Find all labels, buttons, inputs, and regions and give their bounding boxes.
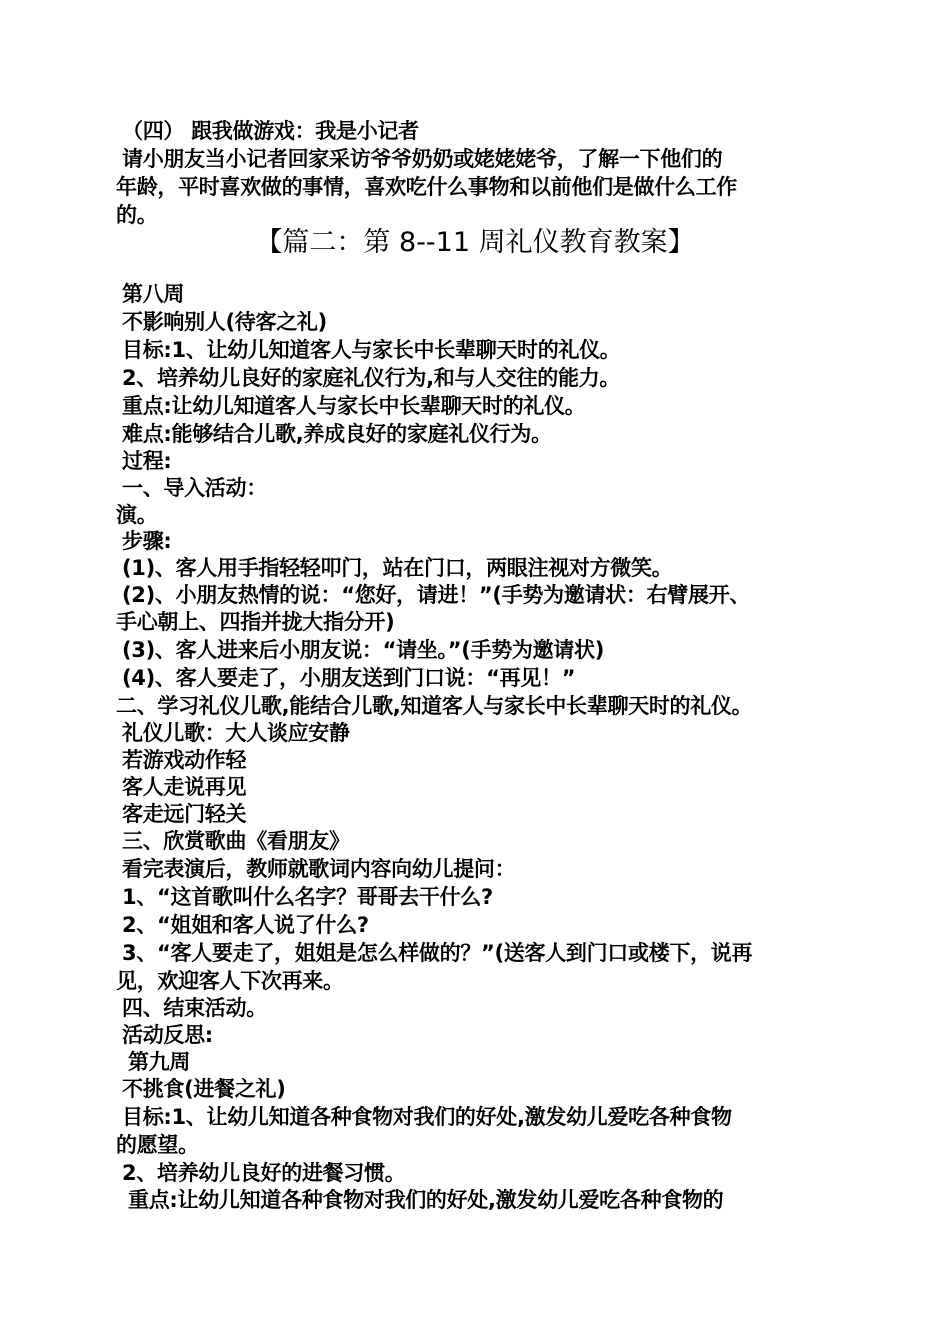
body-line-29: 第九周 [128,1050,191,1074]
body-line-22: 看完表演后，教师就歌词内容向幼儿提问： [122,857,516,881]
intro-line-3: 年龄，平时喜欢做的事情，喜欢吃什么事物和以前他们是做什么工作 [116,175,737,199]
body-line-27: 四、结束活动。 [122,996,267,1020]
body-line-8: 一、导入活动： [122,476,267,500]
body-line-15: (4)、客人要走了，小朋友送到门口说：“再见！” [122,666,576,690]
body-line-30: 不挑食(进餐之礼) [122,1077,286,1101]
body-line-5: 重点:让幼儿知道客人与家长中长辈聊天时的礼仪。 [122,394,586,418]
body-line-1: 第八周 [122,282,185,306]
body-line-13: 手心朝上、四指并拢大指分开) [116,610,395,634]
body-line-3: 目标:1、让幼儿知道客人与家长中长辈聊天时的礼仪。 [122,338,621,362]
body-line-10: 步骤: [122,529,172,553]
body-line-17: 礼仪儿歌：大人谈应安静 [122,721,350,745]
body-line-16: 二、学习礼仪儿歌,能结合儿歌,知道客人与家长中长辈聊天时的礼仪。 [116,694,753,718]
body-line-26: 见，欢迎客人下次再来。 [116,969,344,993]
body-line-7: 过程: [122,449,172,473]
body-line-28: 活动反思: [122,1023,213,1047]
body-line-34: 重点:让幼儿知道各种食物对我们的好处,激发幼儿爱吃各种食物的 [128,1188,724,1212]
body-line-14: (3)、客人进来后小朋友说：“请坐。”(手势为邀请状) [122,638,605,662]
body-line-19: 客人走说再见 [122,775,247,799]
body-line-23: 1、“这首歌叫什么名字？哥哥去干什么? [122,885,493,909]
body-line-25: 3、“客人要走了，姐姐是怎么样做的？”(送客人到门口或楼下，说再 [122,941,753,965]
intro-line-4: 的。 [116,203,158,227]
body-line-20: 客走远门轻关 [122,802,247,826]
body-line-33: 2、培养幼儿良好的进餐习惯。 [122,1161,406,1185]
intro-line-1: （四） 跟我做游戏：我是小记者 [122,119,419,143]
body-line-4: 2、培养幼儿良好的家庭礼仪行为,和与人交往的能力。 [122,366,621,390]
body-line-2: 不影响别人(待客之礼) [122,310,327,334]
body-line-12: (2)、小朋友热情的说：“您好，请进！”(手势为邀请状：右臂展开、 [122,583,751,607]
body-line-31: 目标:1、让幼儿知道各种食物对我们的好处,激发幼儿爱吃各种食物 [122,1105,732,1129]
section-title: 【篇二：第 8--11 周礼仪教育教案】 [255,227,695,258]
body-line-21: 三、欣赏歌曲《看朋友》 [122,829,350,853]
body-line-9: 演。 [116,503,158,527]
intro-line-2: 请小朋友当小记者回家采访爷爷奶奶或姥姥姥爷，了解一下他们的 [122,147,723,171]
body-line-24: 2、“姐姐和客人说了什么? [122,913,369,937]
body-line-32: 的愿望。 [116,1133,199,1157]
body-line-18: 若游戏动作轻 [122,748,247,772]
body-line-11: (1)、客人用手指轻轻叩门，站在门口，两眼注视对方微笑。 [122,556,673,580]
body-line-6: 难点:能够结合儿歌,养成良好的家庭礼仪行为。 [122,422,552,446]
